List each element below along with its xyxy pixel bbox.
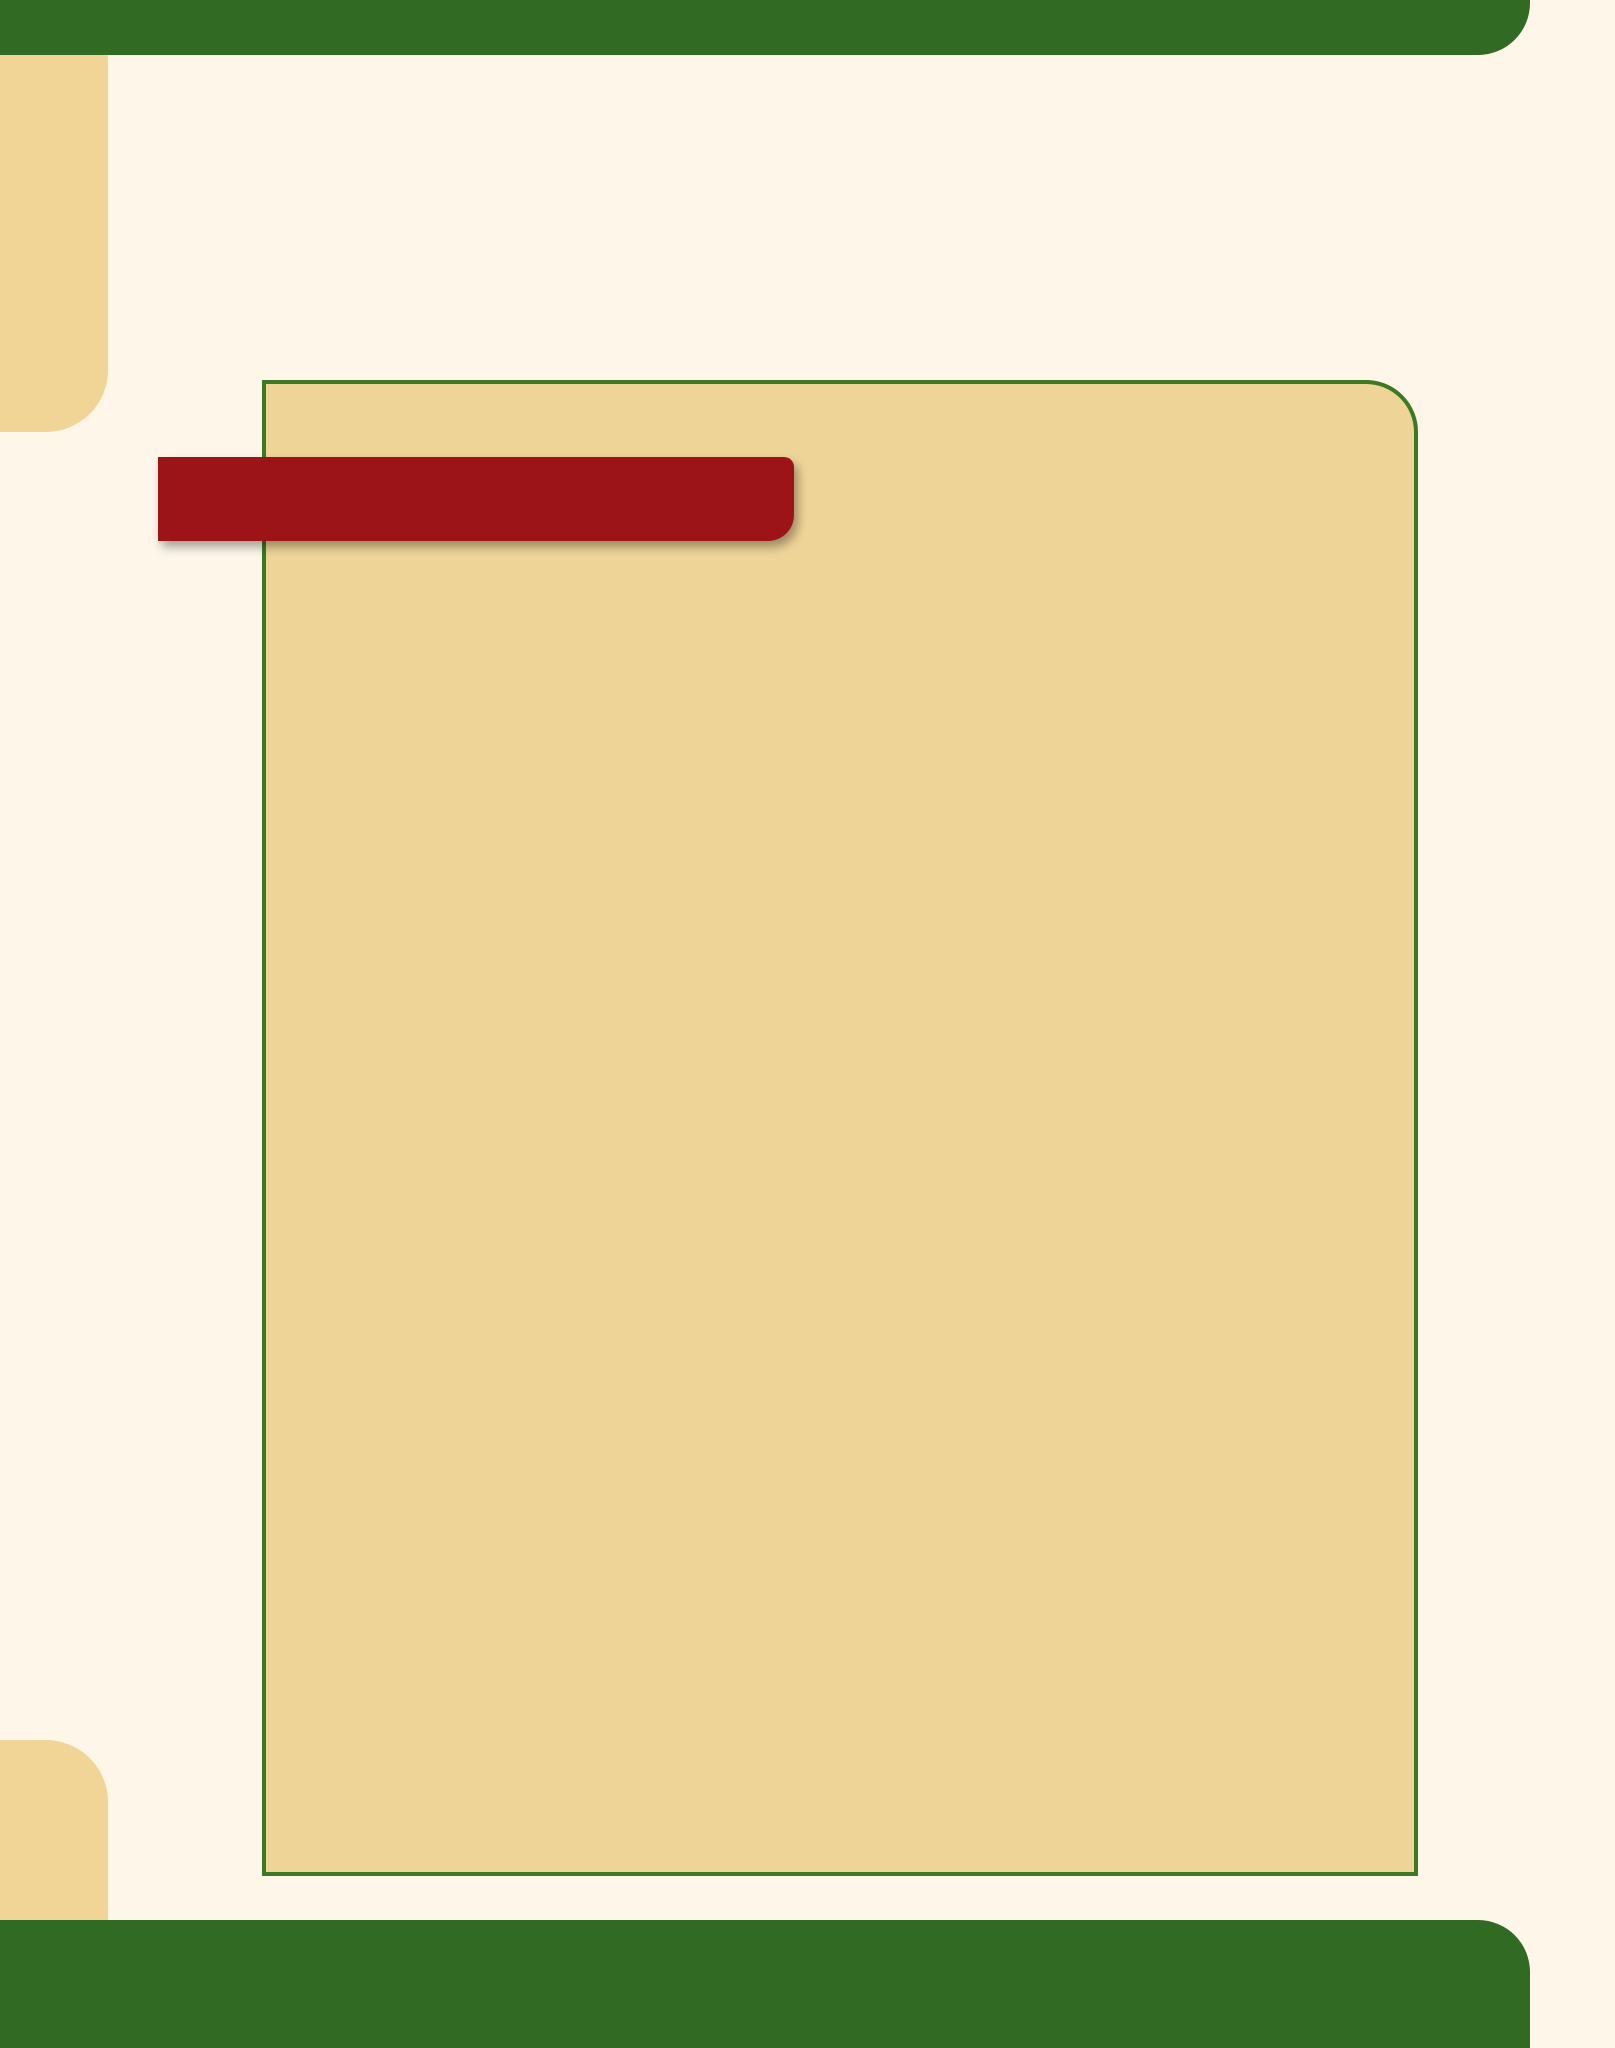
bottom-folk-ornament-strip <box>20 1944 1500 2029</box>
title-banner <box>158 457 794 541</box>
side-tab-top <box>0 55 108 432</box>
side-tab-bottom <box>0 1740 108 1920</box>
top-header-bar <box>0 0 1530 55</box>
letter-panel <box>262 380 1418 1876</box>
letter-body <box>292 617 1389 673</box>
folk-motif-icon <box>180 463 252 535</box>
top-folk-ornament-strip <box>330 138 1350 345</box>
